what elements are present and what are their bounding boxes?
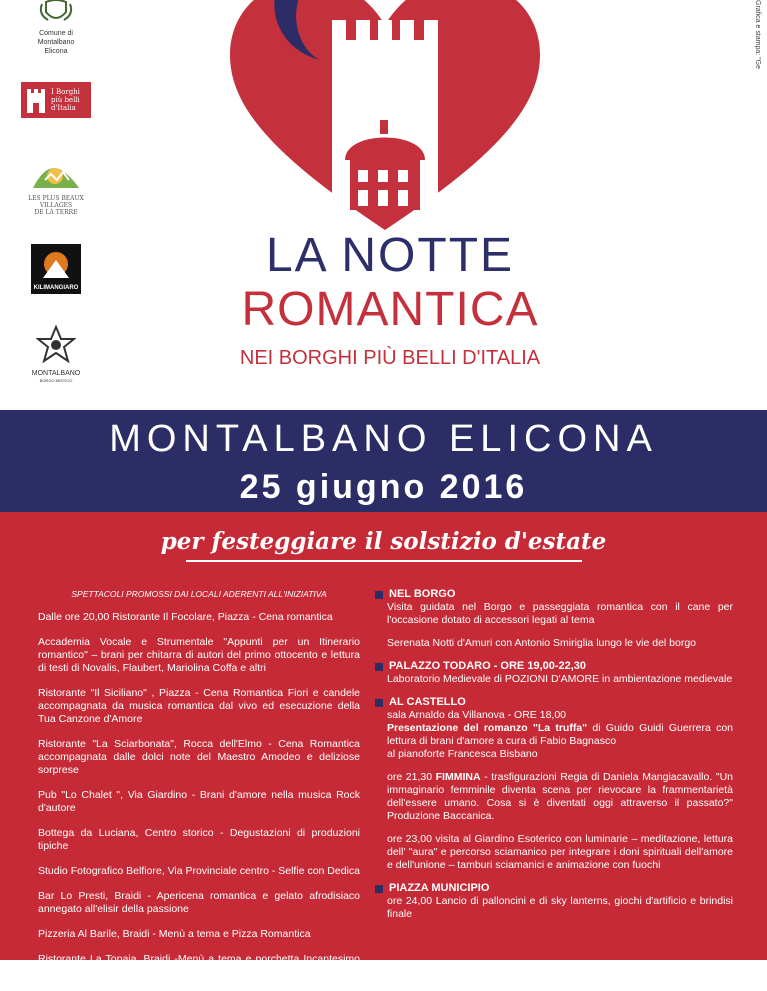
list-item: Ristorante La Topaia, Braidi -Menù a tema e porchetta Incantesimo d'amore [38, 953, 360, 978]
comune-caption: Comune di Montalbano Elicona [37, 30, 75, 55]
event-date: 25 giugno 2016 [239, 468, 528, 506]
section-castello [387, 696, 733, 872]
list-item: Ristorante "Il Siciliano" , Piazza - Cena Romantica Fiori e candele accompagnata da musica romantica dal vivo ed esecuzione della Tua Canzone d'Amore [38, 687, 360, 725]
section-heading: NEL BORGO [389, 588, 456, 600]
print-credit: Grafica e stampa: "Ge [754, 0, 761, 70]
local-shows-heading: SPETTACOLI PROMOSSI DAI LOCALI ADERENTI ALL'INIZIATIVA [71, 589, 327, 599]
presentation-title: Presentazione del romanzo "La truffa" [387, 722, 588, 734]
section-piazza [387, 882, 733, 921]
list-item: Pub "Lo Chalet ", Via Giardino - Brani d'amore nella musica Rock d'autore [38, 789, 360, 814]
bullet-square-icon [375, 699, 383, 707]
fimmina-text: - trasfigurazioni Regia di Daniela Mangiacavallo. "Un immaginario femminile diventa scena per rievocare la frammentarietà dell'essere umano. Cosa si è diventati oggi attraverso il passato?" Produzione Baccanica. [387, 771, 733, 822]
mountain-icon [31, 244, 81, 284]
list-item: Accademia Vocale e Strumentale "Appunti per un Itinerario romantico" – brani per chitarra di autori del primo ottocento e lettura di testi di Novalis, Flaubert, Mariolina Coffa e altri [38, 636, 360, 674]
title-line3: NEI BORGHI PIÙ BELLI D'ITALIA [239, 347, 541, 369]
kilimangiaro-logo [20, 244, 92, 294]
title-line1: LA NOTTE [265, 229, 515, 282]
venues-column [387, 588, 733, 931]
giardino-text: ore 23,00 visita al Giardino Esoterico con luminarie – meditazione, lettura dell' "aura" e percorso sciamanico per integrare i doni spirituali dell'amore e dell'unione – tamburi sciamanici e animazione con fuochi [387, 833, 733, 871]
montalbano-borgo-logo [20, 325, 92, 383]
bullet-square-icon [375, 663, 383, 671]
bullet-square-icon [375, 591, 383, 599]
subtitle-underline [186, 560, 582, 562]
star-emblem-icon [36, 325, 76, 365]
coat-of-arms-icon [36, 0, 76, 24]
fimmina-title: FIMMINA [435, 771, 481, 783]
poster-header [0, 0, 767, 410]
section-text: Laboratorio Medievale di POZIONI D'AMORE in ambientazione medievale [387, 673, 733, 685]
villages-logo [20, 160, 92, 216]
villages-caption: LES PLUS BEAUX VILLAGES DE LA TERRE [28, 195, 84, 216]
heart-castle-emblem [220, 0, 550, 240]
section-text: ore 24,00 Lancio di palloncini e di sky lanterns, giochi d'artificio e brindisi finale [387, 895, 733, 920]
section-text: Visita guidata nel Borgo e passeggiata romantica con il cane per l'occasione dotato di accessori legati al tema [387, 601, 733, 626]
list-item: Ristorante "La Sciarbonata", Rocca dell'Elmo - Cena Romantica accompagnata dalle dolci note del Maestro Amodeo e deliziose sorprese [38, 738, 360, 776]
presentation-text: di Guido Guidi Guerrera con lettura di brani d'amore a cura di Fabio Bagnasco [387, 722, 734, 747]
castle-icon [25, 87, 47, 113]
list-item: Pizzeria Al Barile, Braidi - Menù a tema e Pizza Romantica [38, 928, 311, 940]
montalbano-caption: MONTALBANO [31, 370, 81, 377]
event-subtitle: per festeggiare il solstizio d'estate [160, 528, 607, 555]
list-item: Bottega da Luciana, Centro storico - Degustazioni di produzioni tipiche [38, 827, 360, 852]
piano-line: al pianoforte Francesca Bisbano [387, 748, 538, 760]
list-item: Studio Fotografico Belfiore, Via Provinciale centro - Selfie con Dedica [38, 865, 360, 877]
borghi-logo [20, 82, 92, 118]
list-item: Bar Lo Presti, Braidi - Apericena romantica e gelato afrodisiaco annegato all'elisir della passione [38, 890, 360, 915]
location-name: MONTALBANO ELICONA [109, 418, 658, 460]
borghi-caption: I Borghi più belli d'Italia [51, 88, 80, 112]
section-borgo [387, 588, 733, 650]
comune-logo [20, 0, 92, 56]
local-shows-column [38, 588, 360, 991]
section-heading: AL CASTELLO [389, 696, 466, 708]
section-heading: PALAZZO TODARO [389, 660, 491, 672]
bullet-square-icon [375, 885, 383, 893]
village-hill-icon [31, 160, 81, 190]
sala-line: sala Arnaldo da Villanova - ORE 18,00 [387, 709, 567, 721]
list-item: Dalle ore 20,00 Ristorante Il Focolare, Piazza - Cena romantica [38, 611, 333, 623]
section-todaro [387, 660, 733, 686]
fimmina-time: ore 21,30 [387, 771, 436, 783]
title-line2: ROMANTICA [241, 283, 539, 336]
kilimangiaro-caption: KILIMANGIARO [33, 285, 79, 291]
section-time: - ORE 19,00-22,30 [490, 660, 587, 672]
montalbano-sub: BORGO MISTICO [39, 378, 73, 383]
section-heading: PIAZZA MUNICIPIO [389, 882, 490, 894]
section-text: Serenata Notti d'Amuri con Antonio Smiriglia lungo le vie del borgo [387, 637, 697, 649]
